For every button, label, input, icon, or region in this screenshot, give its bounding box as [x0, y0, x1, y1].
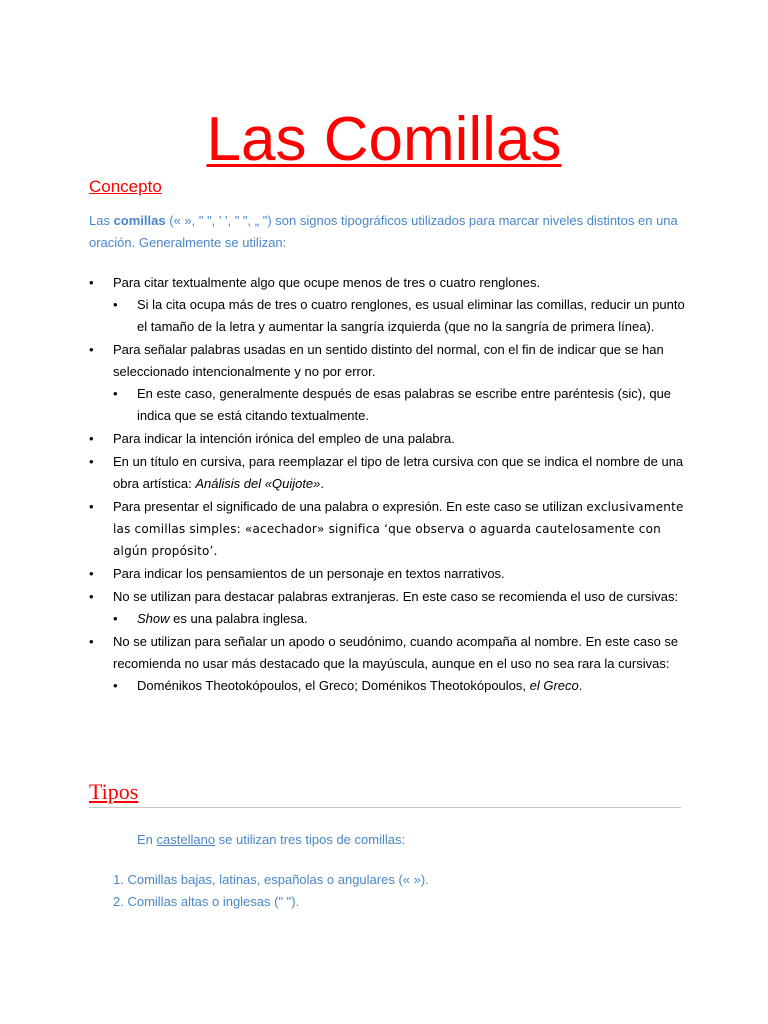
sub-list	[113, 675, 689, 697]
list-item-text: Para señalar palabras usadas en un sentido distinto del normal, con el fin de indicar que se han seleccionado intencionalmente y no por error.	[113, 342, 664, 379]
concepto-heading: Concepto	[89, 177, 162, 196]
intro-bold: comillas	[113, 213, 166, 228]
list-item	[89, 631, 689, 697]
uses-list	[89, 272, 689, 698]
page-title: Las Comillas	[206, 105, 562, 174]
bullet-icon: •	[89, 431, 94, 446]
list-item-text-a: En un título en cursiva, para reemplazar el tipo de letra cursiva con que se indica el nombre de una obra artística:	[113, 454, 684, 491]
section-divider	[89, 807, 681, 808]
sub-list-item-italic: el Greco	[529, 678, 579, 693]
castellano-link[interactable]: castellano	[156, 832, 216, 847]
sub-list-item-text: es una palabra inglesa.	[169, 611, 308, 626]
types-list-item: 2. Comillas altas o inglesas (" ").	[113, 894, 300, 909]
bullet-icon: •	[89, 275, 94, 290]
types-list-item: 1. Comillas bajas, latinas, españolas o angulares (« »).	[113, 872, 429, 887]
bullet-icon: •	[89, 454, 94, 469]
list-item-text: No se utilizan para señalar un apodo o seudónimo, cuando acompaña al nombre. En este caso se recomienda no usar más destacado que la mayúscula, aunque en el uso no sea rara la cursivas:	[113, 634, 679, 671]
sub-list	[113, 294, 689, 338]
intro-text-b: (« », " ", ' ', " ", „ ") son signos tipográficos utilizados para marcar niveles distintos en una oración. Generalmente se utilizan:	[89, 213, 678, 250]
list-item	[89, 272, 689, 338]
sub-list-item	[113, 608, 689, 630]
list-item-text-a: Para presentar el significado de una palabra o expresión. En este caso se utilizan	[113, 499, 587, 514]
bullet-icon: •	[113, 678, 118, 693]
types-list	[113, 869, 429, 913]
list-item	[89, 451, 689, 495]
sub-list	[113, 608, 689, 630]
bullet-icon: •	[113, 611, 118, 626]
sub-list-item-italic: Show	[137, 611, 170, 626]
bullet-icon: •	[89, 342, 94, 357]
sub-list	[113, 383, 689, 427]
sub-list-item-text: Si la cita ocupa más de tres o cuatro renglones, es usual eliminar las comillas, reducir un punto el tamaño de la letra y aumentar la sangría izquierda (que no la sangría de primera línea).	[137, 297, 685, 334]
list-item-text: Para indicar los pensamientos de un personaje en textos narrativos.	[113, 566, 505, 581]
concepto-intro	[89, 210, 699, 254]
sub-list-item	[113, 675, 689, 697]
bullet-icon: •	[113, 297, 118, 312]
sub-list-item-text-b: .	[578, 678, 583, 693]
tipos-intro-b: se utilizan tres tipos de comillas:	[215, 832, 406, 847]
bullet-icon: •	[89, 634, 94, 649]
bullet-icon: •	[89, 566, 94, 581]
tipos-heading: Tipos	[89, 779, 139, 804]
tipos-intro	[137, 829, 405, 851]
list-item-text-b: .	[320, 476, 325, 491]
list-item-text: Para indicar la intención irónica del empleo de una palabra.	[113, 431, 455, 446]
list-item-italic: Análisis del «Quijote»	[195, 476, 321, 491]
sub-list-item-text: En este caso, generalmente después de esas palabras se escribe entre paréntesis (sic), que indica que se está citando textualmente.	[137, 386, 672, 423]
bullet-icon: •	[89, 589, 94, 604]
sub-list-item	[113, 383, 689, 427]
sub-list-item	[113, 294, 689, 338]
bullet-icon: •	[113, 386, 118, 401]
list-item	[89, 563, 689, 585]
list-item-example: exclusivamente las comillas simples: «acechador» significa ‘que observa o aguarda cautelosamente con algún propósito’.	[113, 500, 684, 558]
list-item	[89, 339, 689, 427]
intro-text-a: Las	[89, 213, 114, 228]
list-item	[89, 586, 689, 630]
list-item	[89, 428, 689, 450]
tipos-intro-a: En	[137, 832, 157, 847]
sub-list-item-text-a: Doménikos Theotokópoulos, el Greco; Doménikos Theotokópoulos,	[137, 678, 530, 693]
list-item-text: No se utilizan para destacar palabras extranjeras. En este caso se recomienda el uso de cursivas:	[113, 589, 679, 604]
list-item	[89, 496, 689, 562]
list-item-text: Para citar textualmente algo que ocupe menos de tres o cuatro renglones.	[113, 275, 541, 290]
bullet-icon: •	[89, 499, 94, 514]
